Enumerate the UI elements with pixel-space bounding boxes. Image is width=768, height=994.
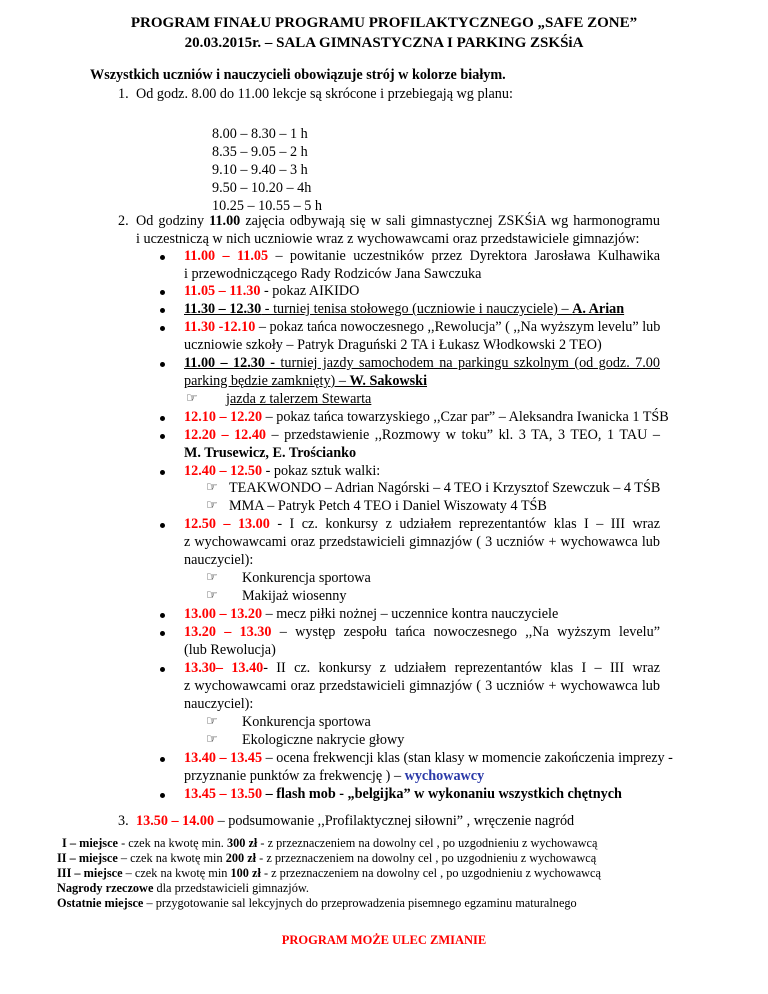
point-1-number: 1. [118,86,129,102]
prize-row: I – miejsce - czek na kwotę min. 300 zł - z przeznaczeniem na dowolny cel , po uzgodnieniu z wychowawcą [62,836,598,850]
change-notice: PROGRAM MOŻE ULEC ZMIANIE [281,933,487,947]
pointing-hand-icon: ☞ [206,570,218,585]
pointing-hand-icon: ☞ [206,732,218,747]
point-3-text: 13.50 – 14.00 – podsumowanie ,,Profilaktycznej siłowni” , wręczenie nagród [136,813,575,829]
program-item: 13.20 – 13.30 – występ zespołu tańca nowoczesnego ,,Na wyższym levelu” [184,624,660,640]
program-item-cont: nauczyciel): [184,696,254,712]
program-item: 13.00 – 13.20 – mecz piłki nożnej – uczennice kontra nauczyciele [184,606,559,622]
document-subtitle: 20.03.2015r. – SALA GIMNASTYCZNA I PARKING ZSKŚiA [184,35,584,51]
program-item: 12.40 – 12.50 - pokaz sztuk walki: [184,463,381,479]
program-item-cont: przyznanie punktów za frekwencję ) – wychowawcy [184,768,485,784]
prize-row: Nagrody rzeczowe dla przedstawicieli gimnazjów. [57,881,309,895]
schedule-row: 10.25 – 10.55 – 5 h [212,198,322,214]
sub-item: Makijaż wiosenny [242,588,347,604]
point-2-text: Od godziny 11.00 zajęcia odbywają się w sali gimnastycznej ZSKŚiA wg harmonogramu [136,213,660,229]
program-item-cont: parking będzie zamknięty) – W. Sakowski [184,373,428,389]
bullet-dot-icon [160,470,165,475]
program-item: 13.40 – 13.45 – ocena frekwencji klas (stan klasy w momencie zakończenia imprezy - [184,750,673,766]
bullet-dot-icon [160,290,165,295]
prize-row: III – miejsce – czek na kwotę min 100 zł - z przeznaczeniem na dowolny cel , po uzgodnieniu z wychowawcą [57,866,601,880]
point-1-text: Od godz. 8.00 do 11.00 lekcje są skrócone i przebiegają wg planu: [136,86,513,102]
program-item-cont: M. Trusewicz, E. Trościanko [184,445,357,461]
program-item: 12.50 – 13.00 - I cz. konkursy z udziałem reprezentantów klas I – III wraz [184,516,661,532]
sub-item: Ekologiczne nakrycie głowy [242,732,405,748]
program-item-cont: z wychowawcami oraz przedstawicieli gimnazjów ( 3 uczniów + wychowawca lub [184,534,660,550]
program-item: 13.30– 13.40- II cz. konkursy z udziałem reprezentantów klas I – III wraz [184,660,660,676]
bullet-dot-icon [160,631,165,636]
pointing-hand-icon: ☞ [206,714,218,729]
sub-item: TEAKWONDO – Adrian Nagórski – 4 TEO i Krzysztof Szewczuk – 4 TŚB [229,480,661,496]
sub-item: Konkurencja sportowa [242,570,371,586]
pointing-hand-icon: ☞ [186,391,198,406]
schedule-row: 9.50 – 10.20 – 4h [212,180,312,196]
bullet-dot-icon [160,793,165,798]
pointing-hand-icon: ☞ [206,480,218,495]
bullet-dot-icon [160,613,165,618]
prize-row: Ostatnie miejsce – przygotowanie sal lekcyjnych do przeprowadzenia pisemnego egzaminu maturalnego [57,896,577,910]
bullet-dot-icon [160,434,165,439]
program-item: 11.00 – 11.05 – powitanie uczestników przez Dyrektora Jarosława Kulhawika [184,248,660,264]
point-2-number: 2. [118,213,129,229]
program-item: 12.20 – 12.40 – przedstawienie ,,Rozmowy w toku” kl. 3 TA, 3 TEO, 1 TAU – [184,427,661,443]
point-2-text-cont: i uczestniczą w nich uczniowie wraz z wychowawcami oraz przedstawiciele gimnazjów: [136,231,640,247]
program-item: 11.05 – 11.30 - pokaz AIKIDO [184,283,360,299]
schedule-row: 8.35 – 9.05 – 2 h [212,144,308,160]
dress-code-note: Wszystkich uczniów i nauczycieli obowiązuje strój w kolorze białym. [90,67,506,83]
program-item: 11.00 – 12.30 - turniej jazdy samochodem na parkingu szkolnym (od godz. 7.00 [184,355,660,371]
program-item-cont: uczniowie szkoły – Patryk Draguński 2 TA i Łukasz Włodkowski 2 TEO) [184,337,602,353]
pointing-hand-icon: ☞ [206,588,218,603]
point-3-number: 3. [118,813,129,829]
program-item: 12.10 – 12.20 – pokaz tańca towarzyskiego ,,Czar par” – Aleksandra Iwanicka 1 TŚB [184,409,669,425]
schedule-row: 9.10 – 9.40 – 3 h [212,162,308,178]
program-item: 11.30 – 12.30 - turniej tenisa stołowego (uczniowie i nauczyciele) – A. Arian [184,301,625,317]
prize-row: II – miejsce – czek na kwotę min 200 zł - z przeznaczeniem na dowolny cel , po uzgodnieniu z wychowawcą [57,851,597,865]
program-item-cont: (lub Rewolucja) [184,642,276,658]
bullet-dot-icon [160,255,165,260]
sub-item: jazda z talerzem Stewarta [226,391,372,407]
bullet-dot-icon [160,308,165,313]
document-title: PROGRAM FINAŁU PROGRAMU PROFILAKTYCZNEGO „SAFE ZONE” [130,15,638,31]
bullet-dot-icon [160,326,165,331]
bullet-dot-icon [160,523,165,528]
pointing-hand-icon: ☞ [206,498,218,513]
program-item: 11.30 -12.10 – pokaz tańca nowoczesnego ,,Rewolucja” ( ,,Na wyższym levelu” lub [184,319,661,335]
schedule-row: 8.00 – 8.30 – 1 h [212,126,308,142]
program-item-cont: z wychowawcami oraz przedstawicieli gimnazjów ( 3 uczniów + wychowawca lub [184,678,660,694]
bullet-dot-icon [160,667,165,672]
program-item-cont: i przewodniczącego Rady Rodziców Jana Sawczuka [184,266,482,282]
bullet-dot-icon [160,362,165,367]
program-item-cont: nauczyciel): [184,552,254,568]
sub-item: Konkurencja sportowa [242,714,371,730]
bullet-dot-icon [160,757,165,762]
bullet-dot-icon [160,416,165,421]
sub-item: MMA – Patryk Petch 4 TEO i Daniel Wiszowaty 4 TŚB [229,498,547,514]
program-item: 13.45 – 13.50 – flash mob - „belgijka” w wykonaniu wszystkich chętnych [184,786,622,802]
